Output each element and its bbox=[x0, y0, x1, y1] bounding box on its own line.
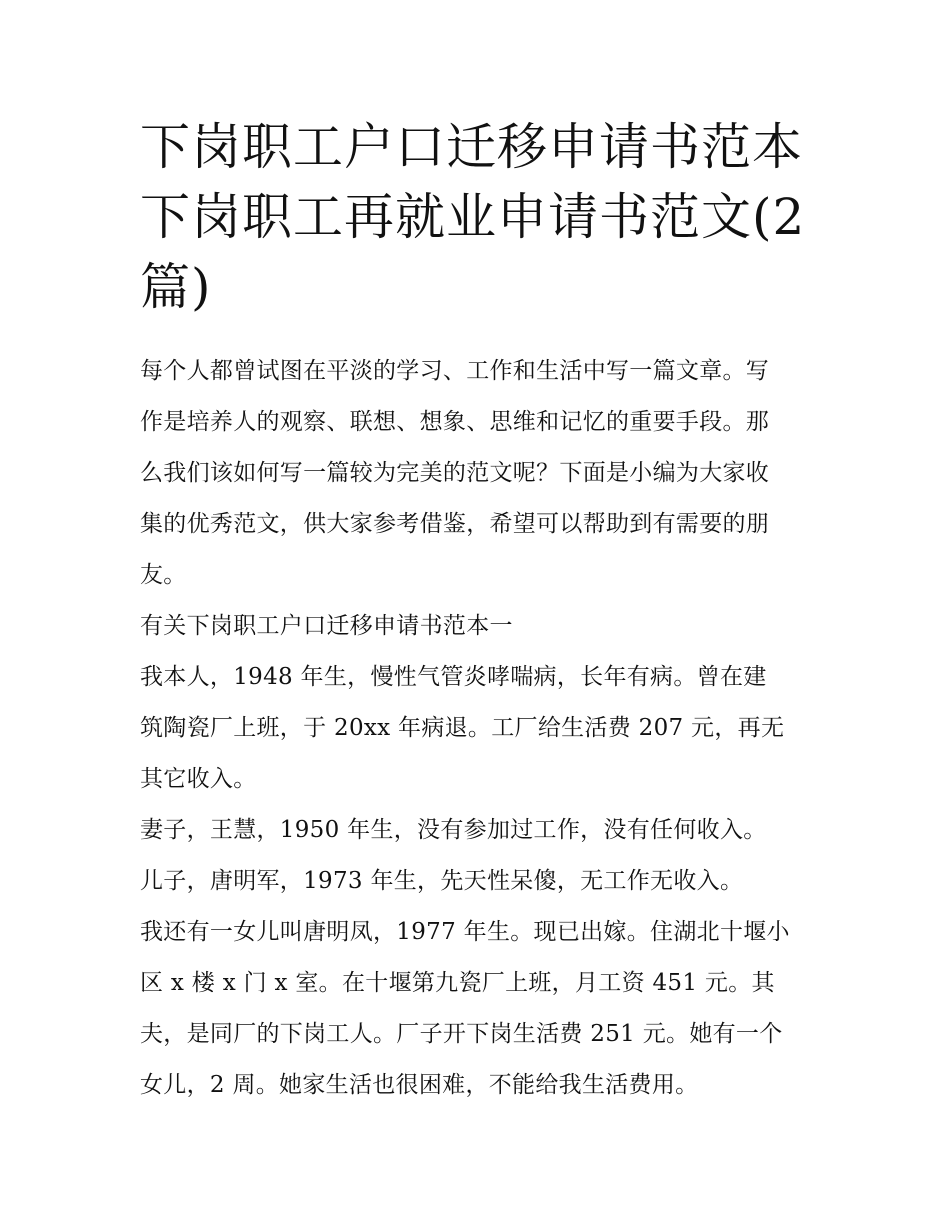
section-heading: 有关下岗职工户口迁移申请书范本一 bbox=[140, 613, 513, 639]
body-line: 筑陶瓷厂上班，于 20xx 年病退。工厂给生活费 207 元，再无 bbox=[140, 715, 785, 741]
body-text bbox=[140, 652, 820, 1111]
body-line: 妻子，王慧，1950 年生，没有参加过工作，没有任何收入。 bbox=[140, 817, 767, 843]
body-line: 儿子，唐明军，1973 年生，先天性呆傻，无工作无收入。 bbox=[140, 868, 744, 894]
body-line: 夫，是同厂的下岗工人。厂子开下岗生活费 251 元。她有一个 bbox=[140, 1021, 783, 1047]
title-line: 下岗职工户口迁移申请书范本 bbox=[140, 118, 803, 176]
body-line: 我还有一女儿叫唐明凤，1977 年生。现已出嫁。住湖北十堰小 bbox=[140, 919, 790, 945]
body-line: 我本人，1948 年生，慢性气管炎哮喘病，长年有病。曾在建 bbox=[140, 664, 767, 690]
intro-paragraph bbox=[140, 346, 820, 601]
intro-line: 集的优秀范文，供大家参考借鉴，希望可以帮助到有需要的朋 bbox=[140, 511, 770, 537]
document-page bbox=[140, 112, 820, 1111]
intro-line: 作是培养人的观察、联想、想象、思维和记忆的重要手段。那 bbox=[140, 409, 770, 435]
document-title bbox=[140, 112, 820, 322]
body-line: 其它收入。 bbox=[140, 766, 257, 792]
title-line: 下岗职工再就业申请书范文(2 bbox=[140, 188, 806, 246]
intro-line: 友。 bbox=[140, 562, 187, 588]
intro-line: 每个人都曾试图在平淡的学习、工作和生活中写一篇文章。写 bbox=[140, 358, 770, 384]
title-line: 篇) bbox=[140, 258, 212, 316]
body-line: 女儿，2 周。她家生活也很困难，不能给我生活费用。 bbox=[140, 1072, 699, 1098]
body-line: 区 x 楼 x 门 x 室。在十堰第九瓷厂上班，月工资 451 元。其 bbox=[140, 970, 775, 996]
intro-line: 么我们该如何写一篇较为完美的范文呢？下面是小编为大家收 bbox=[140, 460, 770, 486]
